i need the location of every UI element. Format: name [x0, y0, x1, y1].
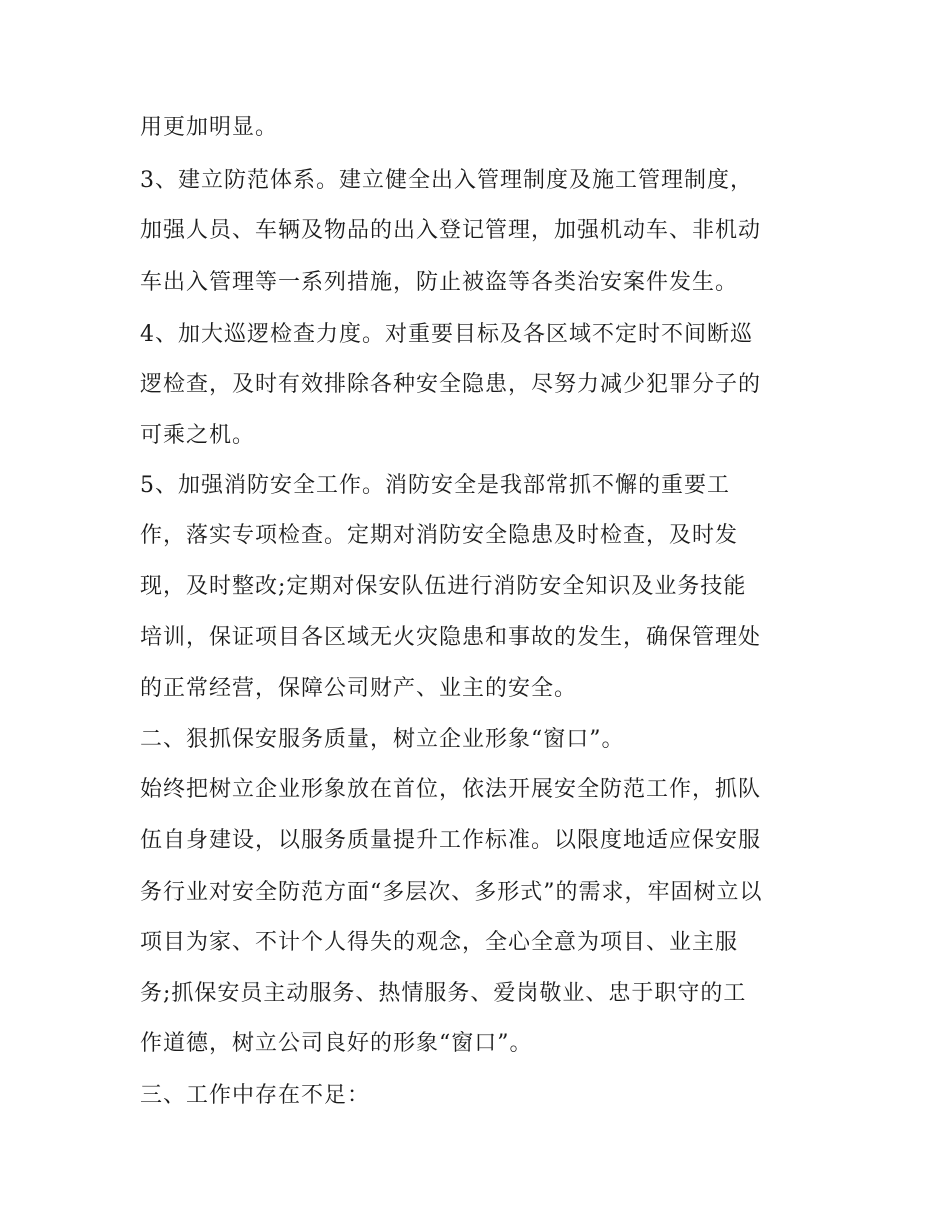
section-heading: 三、工作中存在不足： — [140, 1083, 371, 1108]
text-line: 务行业对安全防范方面“多层次、多形式”的需求，牢固树立以 — [140, 880, 763, 905]
text-line: 车出入管理等一系列措施，防止被盗等各类治安案件发生。 — [140, 270, 739, 295]
text-line: 逻检查，及时有效排除各种安全隐患，尽努力减少犯罪分子的 — [140, 372, 762, 397]
text-line: 现，及时整改;定期对保安队伍进行消防安全知识及业务技能 — [140, 574, 747, 599]
text-line: 的正常经营，保障公司财产、业主的安全。 — [140, 676, 578, 701]
text-line: 伍自身建设，以服务质量提升工作标准。以限度地适应保安服 — [140, 828, 762, 853]
text-line: 加强人员、车辆及物品的出入登记管理，加强机动车、非机动 — [140, 218, 762, 243]
text-line: 作，落实专项检查。定期对消防安全隐患及时检查，及时发 — [140, 523, 739, 548]
text-line: 始终把树立企业形象放在首位，依法开展安全防范工作，抓队 — [140, 777, 762, 802]
text-line: 5、加强消防安全工作。消防安全是我部常抓不懈的重要工 — [140, 473, 730, 498]
text-line: 4、加大巡逻检查力度。对重要目标及各区域不定时不间断巡 — [140, 322, 753, 347]
text-line: 用更加明显。 — [140, 115, 279, 140]
section-heading: 二、狠抓保安服务质量，树立企业形象“窗口”。 — [140, 727, 625, 752]
text-line: 3、建立防范体系。建立健全出入管理制度及施工管理制度， — [140, 168, 753, 193]
text-line: 作道德，树立公司良好的形象“窗口”。 — [140, 1031, 533, 1056]
text-line: 可乘之机。 — [140, 423, 256, 448]
text-line: 培训，保证项目各区域无火灾隐患和事故的发生，确保管理处 — [140, 625, 762, 650]
text-line: 务;抓保安员主动服务、热情服务、爱岗敬业、忠于职守的工 — [140, 981, 747, 1006]
text-line: 项目为家、不计个人得失的观念，全心全意为项目、业主服 — [140, 930, 739, 955]
